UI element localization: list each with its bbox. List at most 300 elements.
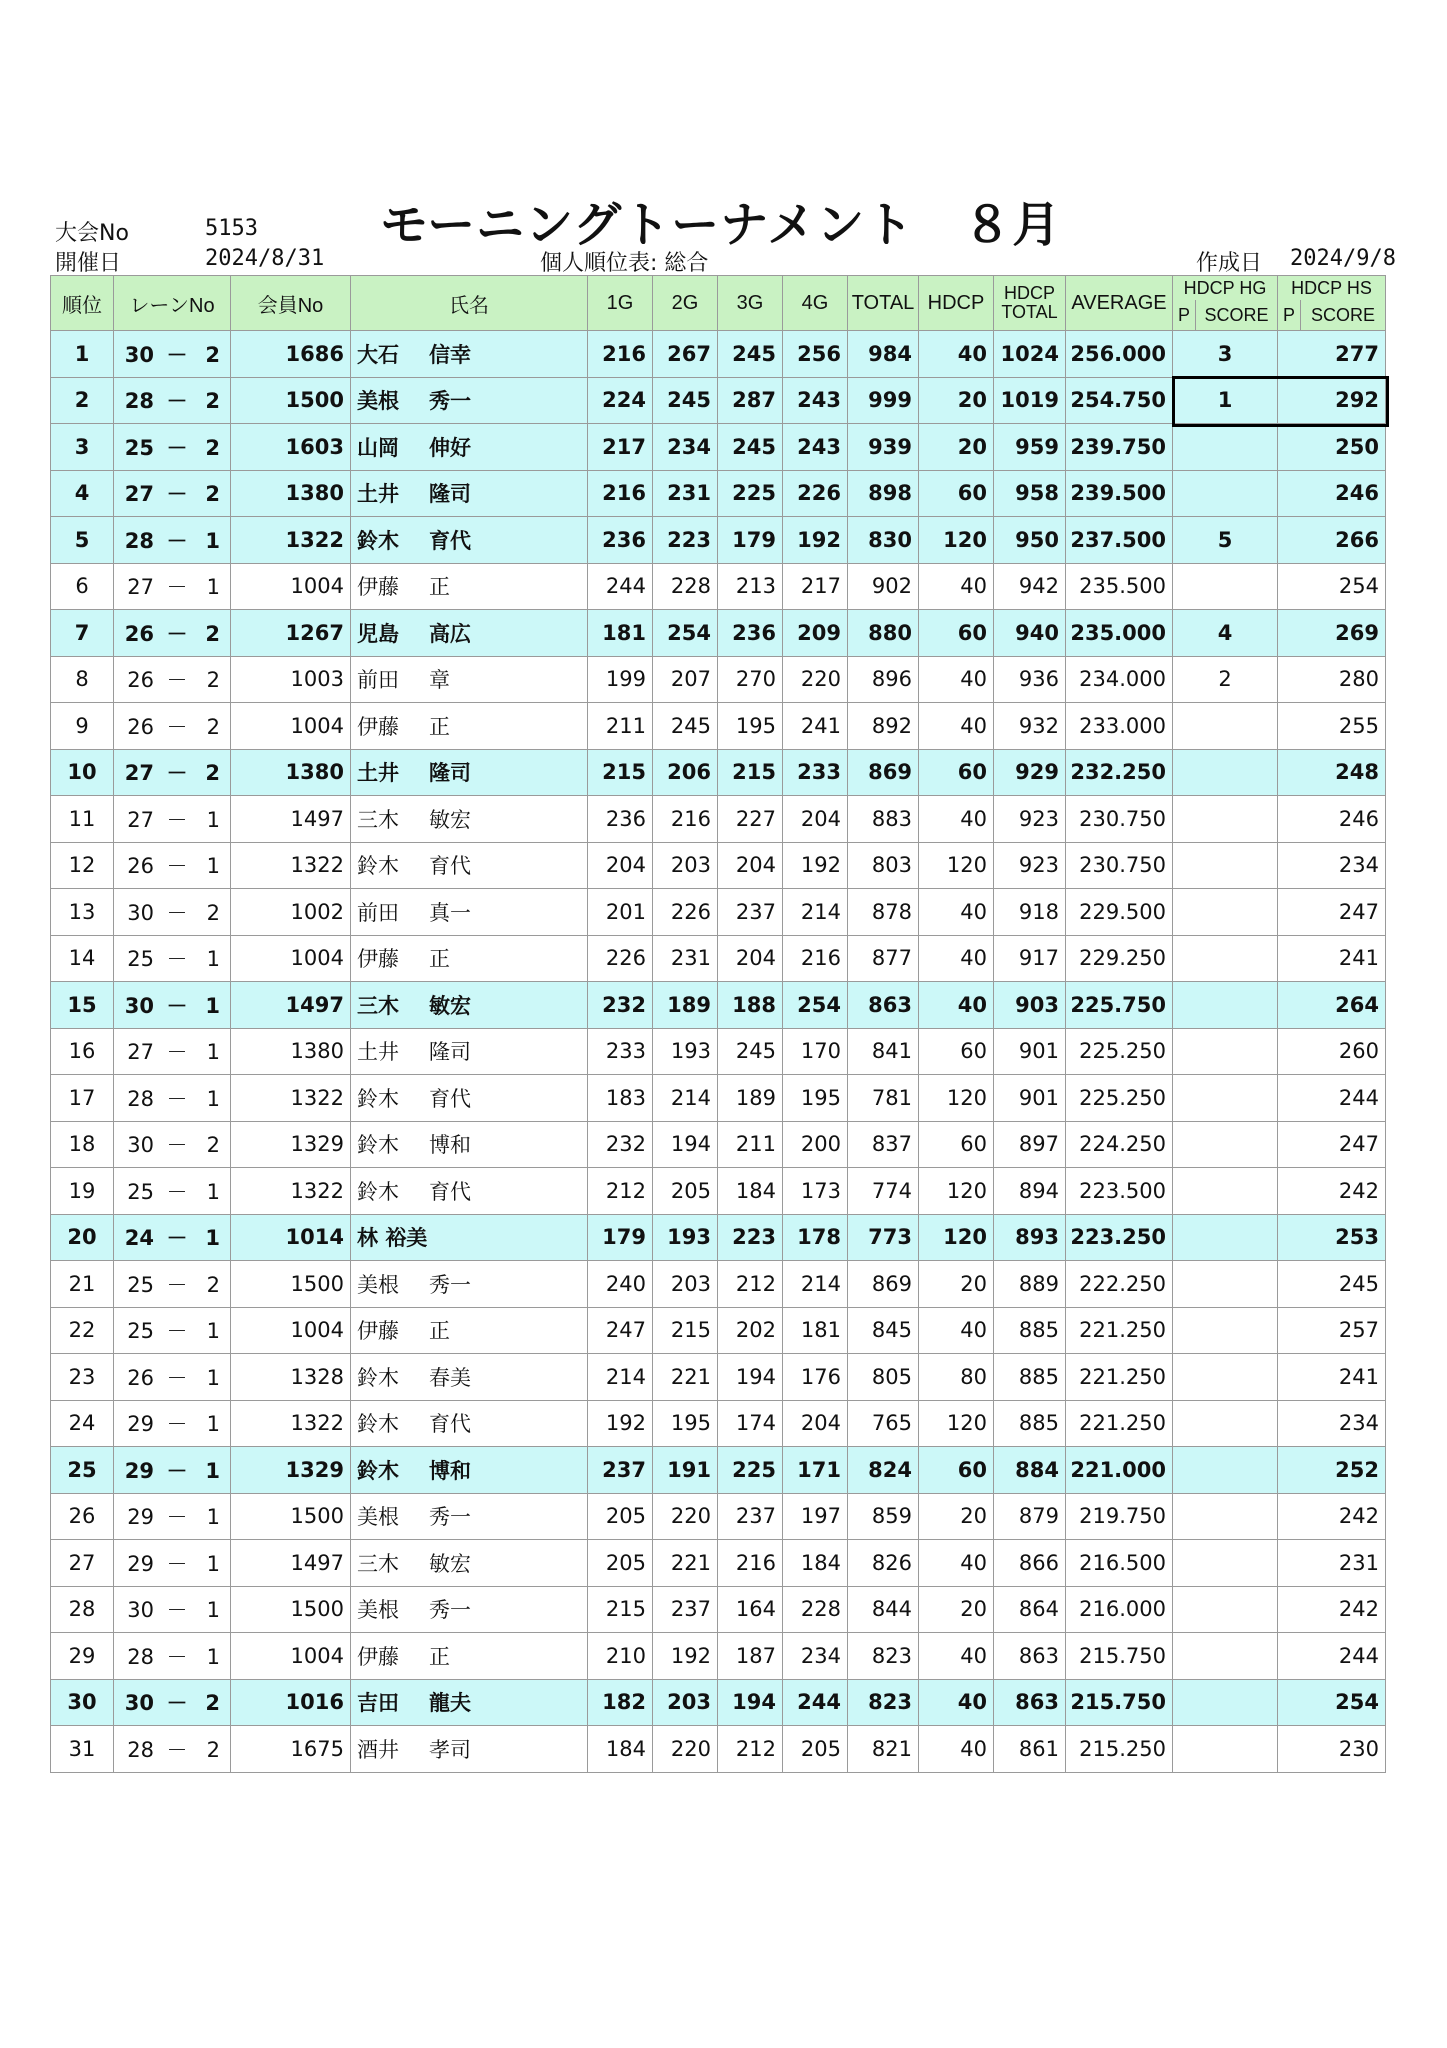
lane-side: 2 [205, 389, 220, 414]
rank-cell: 2 [51, 377, 114, 424]
lane-separator: － [166, 1737, 188, 1762]
hdcp-cell: 40 [919, 1679, 994, 1726]
lane-separator: － [166, 668, 188, 693]
g4-cell: 204 [783, 796, 848, 843]
lane-side: 2 [205, 621, 220, 646]
event-no-label: 大会No [55, 221, 129, 246]
rank-cell: 3 [51, 424, 114, 471]
lane-cell [114, 656, 231, 703]
lane-number: 29 [124, 1458, 154, 1483]
rank-cell: 17 [51, 1075, 114, 1122]
lane-side: 1 [206, 1505, 220, 1530]
g2-cell: 194 [653, 1121, 718, 1168]
g3-cell: 184 [718, 1168, 783, 1215]
avg-cell: 239.750 [1066, 424, 1173, 471]
hg-position-cell: 4 [1173, 610, 1278, 657]
hdcp-cell: 120 [919, 1400, 994, 1447]
g4-cell: 170 [783, 1028, 848, 1075]
name-cell [351, 1447, 588, 1494]
hg-score-cell: 231 [1278, 1540, 1386, 1587]
lane-number: 27 [127, 1040, 154, 1065]
name-cell [351, 656, 588, 703]
event-date-label: 開催日 [55, 251, 122, 276]
hg-score-cell: 264 [1278, 982, 1386, 1029]
hdcp-cell: 20 [919, 1493, 994, 1540]
hdcp-cell: 80 [919, 1354, 994, 1401]
lane-separator: － [166, 1040, 188, 1065]
g4-cell: 173 [783, 1168, 848, 1215]
table-row [51, 656, 1386, 703]
lane-separator: － [166, 1133, 188, 1158]
hg-position-cell [1173, 1679, 1278, 1726]
page-title: モーニングトーナメント ８月 [380, 197, 1062, 253]
name-cell [351, 1261, 588, 1308]
g4-cell: 204 [783, 1400, 848, 1447]
family-name: 伊藤 [357, 1644, 399, 1669]
lane-cell [114, 935, 231, 982]
total-cell: 939 [848, 424, 919, 471]
g1-cell: 233 [588, 1028, 653, 1075]
given-name: 敏宏 [429, 993, 471, 1018]
hg-position-cell [1173, 1633, 1278, 1680]
lane-cell [114, 563, 231, 610]
hdcp-total-cell: 897 [994, 1121, 1066, 1168]
family-name: 三木 [357, 1551, 399, 1576]
family-name: 吉田 [357, 1691, 399, 1716]
hg-position-cell [1173, 796, 1278, 843]
table-row [51, 1586, 1386, 1633]
avg-cell: 229.500 [1066, 889, 1173, 936]
g1-cell: 244 [588, 563, 653, 610]
hdcp-cell: 40 [919, 1540, 994, 1587]
table-row [51, 610, 1386, 657]
family-name: 山岡 [357, 435, 399, 460]
table-row [51, 1354, 1386, 1401]
g4-cell: 234 [783, 1633, 848, 1680]
hg-position-cell [1173, 1400, 1278, 1447]
hdcp-total-cell: 866 [994, 1540, 1066, 1587]
hdcp-total-cell: 885 [994, 1400, 1066, 1447]
g2-cell: 203 [653, 1679, 718, 1726]
total-cell: 773 [848, 1214, 919, 1261]
given-name: 正 [429, 1644, 450, 1669]
g4-cell: 217 [783, 563, 848, 610]
g2-cell: 220 [653, 1493, 718, 1540]
name-cell [351, 563, 588, 610]
member-no-cell: 1380 [231, 1028, 351, 1075]
lane-number: 26 [127, 854, 154, 879]
total-cell: 869 [848, 749, 919, 796]
g4-cell: 200 [783, 1121, 848, 1168]
g2-cell: 231 [653, 470, 718, 517]
given-name: 正 [429, 714, 450, 739]
g2-cell: 220 [653, 1726, 718, 1773]
g2-cell: 193 [653, 1214, 718, 1261]
hg-position-cell [1173, 563, 1278, 610]
g4-cell: 184 [783, 1540, 848, 1587]
total-cell: 844 [848, 1586, 919, 1633]
member-no-cell: 1322 [231, 842, 351, 889]
hg-score-cell: 280 [1278, 656, 1386, 703]
name-cell [351, 377, 588, 424]
total-cell: 765 [848, 1400, 919, 1447]
lane-side: 1 [206, 947, 220, 972]
lane-side: 2 [206, 668, 220, 693]
lane-number: 25 [127, 1272, 154, 1297]
hdcp-total-cell: 861 [994, 1726, 1066, 1773]
g3-cell: 287 [718, 377, 783, 424]
table-row [51, 842, 1386, 889]
avg-cell: 221.250 [1066, 1400, 1173, 1447]
g3-cell: 189 [718, 1075, 783, 1122]
hdcp-cell: 120 [919, 1214, 994, 1261]
member-no-cell: 1267 [231, 610, 351, 657]
hg-position-cell [1173, 1493, 1278, 1540]
given-name: 博和 [429, 1458, 471, 1483]
hdcp-total-cell: 901 [994, 1075, 1066, 1122]
hdcp-total-cell: 879 [994, 1493, 1066, 1540]
table-row [51, 1493, 1386, 1540]
hdcp-total-cell: 929 [994, 749, 1066, 796]
hdcp-cell: 60 [919, 1121, 994, 1168]
name-cell [351, 1168, 588, 1215]
g4-cell: 254 [783, 982, 848, 1029]
name-cell [351, 842, 588, 889]
lane-cell [114, 749, 231, 796]
total-cell: 823 [848, 1679, 919, 1726]
lane-side: 1 [206, 1551, 220, 1576]
g1-cell: 215 [588, 749, 653, 796]
given-name: 信幸 [429, 342, 471, 367]
given-name: 章 [429, 668, 450, 693]
lane-number: 28 [127, 1737, 154, 1762]
g1-cell: 224 [588, 377, 653, 424]
hg-position-cell [1173, 1075, 1278, 1122]
avg-cell: 221.000 [1066, 1447, 1173, 1494]
table-row [51, 703, 1386, 750]
lane-number: 30 [127, 900, 154, 925]
rank-cell: 29 [51, 1633, 114, 1680]
lane-separator: － [166, 854, 188, 879]
hg-score-cell: 253 [1278, 1214, 1386, 1261]
rank-cell: 8 [51, 656, 114, 703]
g4-cell: 241 [783, 703, 848, 750]
hdcp-total-cell: 885 [994, 1354, 1066, 1401]
name-cell [351, 982, 588, 1029]
hdcp-cell: 60 [919, 1028, 994, 1075]
lane-side: 1 [206, 807, 220, 832]
g4-cell: 197 [783, 1493, 848, 1540]
hdcp-cell: 40 [919, 1726, 994, 1773]
lane-separator: － [166, 575, 188, 600]
table-row [51, 1633, 1386, 1680]
member-no-cell: 1497 [231, 982, 351, 1029]
name-cell [351, 1586, 588, 1633]
hg-score-cell: 242 [1278, 1493, 1386, 1540]
g3-cell: 202 [718, 1307, 783, 1354]
hg-score-cell: 241 [1278, 1354, 1386, 1401]
g3-cell: 174 [718, 1400, 783, 1447]
rank-cell: 30 [51, 1679, 114, 1726]
g3-cell: 212 [718, 1726, 783, 1773]
lane-side: 1 [205, 1458, 220, 1483]
hg-score-cell: 247 [1278, 889, 1386, 936]
lane-side: 2 [205, 435, 220, 460]
lane-side: 2 [206, 714, 220, 739]
hdcp-cell: 120 [919, 1168, 994, 1215]
total-cell: 999 [848, 377, 919, 424]
g1-cell: 237 [588, 1447, 653, 1494]
lane-cell [114, 1679, 231, 1726]
hg-score-cell: 230 [1278, 1726, 1386, 1773]
given-name: 隆司 [429, 482, 471, 507]
family-name: 土井 [357, 1040, 399, 1065]
lane-separator: － [166, 1505, 188, 1530]
member-no-cell: 1014 [231, 1214, 351, 1261]
lane-side: 1 [206, 1040, 220, 1065]
family-name: 林 [357, 1226, 378, 1251]
col-hdcp-hs-score: SCORE [1310, 305, 1375, 325]
lane-separator: － [166, 482, 188, 507]
hg-position-cell [1173, 889, 1278, 936]
member-no-cell: 1686 [231, 331, 351, 378]
hdcp-cell: 20 [919, 1261, 994, 1308]
rank-cell: 19 [51, 1168, 114, 1215]
hdcp-total-cell: 942 [994, 563, 1066, 610]
hdcp-total-cell: 894 [994, 1168, 1066, 1215]
lane-side: 2 [205, 482, 220, 507]
member-no-cell: 1004 [231, 935, 351, 982]
col-rank: 順位 [51, 276, 114, 331]
g2-cell: 192 [653, 1633, 718, 1680]
family-name: 鈴木 [357, 1365, 399, 1390]
lane-cell [114, 1121, 231, 1168]
g2-cell: 221 [653, 1354, 718, 1401]
rank-cell: 31 [51, 1726, 114, 1773]
hdcp-total-cell: 885 [994, 1307, 1066, 1354]
lane-number: 26 [127, 1365, 154, 1390]
given-name: 博和 [429, 1133, 471, 1158]
hdcp-cell: 40 [919, 703, 994, 750]
table-row [51, 1400, 1386, 1447]
lane-cell [114, 1214, 231, 1261]
name-cell [351, 1679, 588, 1726]
hg-score-cell: 269 [1278, 610, 1386, 657]
hdcp-total-cell: 923 [994, 842, 1066, 889]
hdcp-cell: 20 [919, 377, 994, 424]
family-name: 土井 [357, 761, 399, 786]
lane-separator: － [166, 621, 188, 646]
col-hdcp-total-line1: HDCP [1003, 283, 1055, 304]
g1-cell: 236 [588, 796, 653, 843]
avg-cell: 230.750 [1066, 842, 1173, 889]
g2-cell: 203 [653, 842, 718, 889]
member-no-cell: 1500 [231, 1493, 351, 1540]
created-date-value: 2024/9/8 [1290, 246, 1396, 271]
hdcp-cell: 40 [919, 1633, 994, 1680]
g2-cell: 214 [653, 1075, 718, 1122]
lane-side: 1 [206, 1598, 220, 1623]
hdcp-cell: 120 [919, 842, 994, 889]
g1-cell: 236 [588, 517, 653, 564]
member-no-cell: 1675 [231, 1726, 351, 1773]
lane-cell [114, 1168, 231, 1215]
member-no-cell: 1328 [231, 1354, 351, 1401]
given-name: 裕美 [385, 1226, 428, 1251]
name-cell [351, 610, 588, 657]
total-cell: 877 [848, 935, 919, 982]
g1-cell: 240 [588, 1261, 653, 1308]
g3-cell: 237 [718, 889, 783, 936]
lane-separator: － [166, 1319, 188, 1344]
hg-position-cell [1173, 703, 1278, 750]
hg-position-cell [1173, 1354, 1278, 1401]
lane-side: 2 [205, 1691, 220, 1716]
g1-cell: 181 [588, 610, 653, 657]
hdcp-cell: 40 [919, 331, 994, 378]
total-cell: 824 [848, 1447, 919, 1494]
hg-score-cell: 266 [1278, 517, 1386, 564]
hdcp-cell: 20 [919, 1586, 994, 1633]
rank-cell: 4 [51, 470, 114, 517]
hdcp-cell: 60 [919, 470, 994, 517]
g4-cell: 233 [783, 749, 848, 796]
g4-cell: 205 [783, 1726, 848, 1773]
g4-cell: 243 [783, 377, 848, 424]
lane-side: 2 [205, 761, 220, 786]
table-row [51, 1121, 1386, 1168]
rank-cell: 13 [51, 889, 114, 936]
lane-cell [114, 331, 231, 378]
hg-score-cell: 292 [1278, 377, 1386, 424]
lane-separator: － [166, 1086, 188, 1111]
family-name: 大石 [357, 342, 399, 367]
lane-separator: － [166, 1644, 188, 1669]
hdcp-cell: 40 [919, 889, 994, 936]
hg-position-cell: 3 [1173, 331, 1278, 378]
g3-cell: 225 [718, 470, 783, 517]
name-cell [351, 1028, 588, 1075]
hdcp-total-cell: 884 [994, 1447, 1066, 1494]
hdcp-cell: 40 [919, 796, 994, 843]
hg-position-cell [1173, 424, 1278, 471]
col-lane: レーンNo [114, 276, 231, 331]
lane-number: 24 [124, 1226, 154, 1251]
lane-number: 27 [127, 575, 154, 600]
hg-score-cell: 277 [1278, 331, 1386, 378]
family-name: 伊藤 [357, 1319, 399, 1344]
rank-cell: 12 [51, 842, 114, 889]
avg-cell: 222.250 [1066, 1261, 1173, 1308]
total-cell: 863 [848, 982, 919, 1029]
hdcp-cell: 120 [919, 517, 994, 564]
avg-cell: 237.500 [1066, 517, 1173, 564]
family-name: 前田 [357, 900, 399, 925]
rank-cell: 9 [51, 703, 114, 750]
g2-cell: 234 [653, 424, 718, 471]
lane-cell [114, 1075, 231, 1122]
g3-cell: 215 [718, 749, 783, 796]
lane-number: 29 [127, 1551, 154, 1576]
member-no-cell: 1322 [231, 517, 351, 564]
lane-cell [114, 1540, 231, 1587]
table-row [51, 935, 1386, 982]
lane-cell [114, 610, 231, 657]
given-name: 正 [429, 947, 450, 972]
g3-cell: 245 [718, 424, 783, 471]
lane-side: 1 [206, 1319, 220, 1344]
lane-cell [114, 1028, 231, 1075]
member-no-cell: 1603 [231, 424, 351, 471]
hg-position-cell [1173, 470, 1278, 517]
g3-cell: 245 [718, 331, 783, 378]
lane-side: 2 [206, 1737, 220, 1762]
hdcp-total-cell: 1019 [994, 377, 1066, 424]
hg-score-cell: 257 [1278, 1307, 1386, 1354]
given-name: 秀一 [429, 1505, 471, 1530]
given-name: 敏宏 [429, 807, 471, 832]
lane-separator: － [166, 435, 188, 460]
lane-cell [114, 1307, 231, 1354]
family-name: 鈴木 [357, 1133, 399, 1158]
g2-cell: 245 [653, 377, 718, 424]
family-name: 美根 [357, 1505, 399, 1530]
ranking-table [50, 275, 1386, 1773]
avg-cell: 221.250 [1066, 1307, 1173, 1354]
name-cell [351, 1354, 588, 1401]
avg-cell: 256.000 [1066, 331, 1173, 378]
given-name: 敏宏 [429, 1551, 471, 1576]
table-row [51, 563, 1386, 610]
member-no-cell: 1004 [231, 1633, 351, 1680]
member-no-cell: 1322 [231, 1168, 351, 1215]
avg-cell: 223.250 [1066, 1214, 1173, 1261]
g4-cell: 226 [783, 470, 848, 517]
table-row [51, 1726, 1386, 1773]
lane-cell [114, 1261, 231, 1308]
total-cell: 859 [848, 1493, 919, 1540]
member-no-cell: 1497 [231, 1540, 351, 1587]
avg-cell: 216.000 [1066, 1586, 1173, 1633]
lane-number: 28 [124, 528, 154, 553]
total-cell: 902 [848, 563, 919, 610]
rank-cell: 23 [51, 1354, 114, 1401]
hg-position-cell [1173, 1121, 1278, 1168]
hg-score-cell: 252 [1278, 1447, 1386, 1494]
g2-cell: 207 [653, 656, 718, 703]
lane-cell [114, 889, 231, 936]
avg-cell: 215.750 [1066, 1679, 1173, 1726]
table-header-row [51, 276, 1386, 331]
hg-position-cell [1173, 1307, 1278, 1354]
name-cell [351, 331, 588, 378]
name-cell [351, 749, 588, 796]
total-cell: 880 [848, 610, 919, 657]
g2-cell: 195 [653, 1400, 718, 1447]
hg-position-cell [1173, 1261, 1278, 1308]
given-name: 隆司 [429, 1040, 471, 1065]
given-name: 真一 [429, 900, 471, 925]
table-row [51, 377, 1386, 424]
total-cell: 841 [848, 1028, 919, 1075]
avg-cell: 229.250 [1066, 935, 1173, 982]
g1-cell: 179 [588, 1214, 653, 1261]
table-row [51, 982, 1386, 1029]
given-name: 育代 [429, 528, 471, 553]
table-row [51, 1075, 1386, 1122]
name-cell [351, 424, 588, 471]
g2-cell: 205 [653, 1168, 718, 1215]
